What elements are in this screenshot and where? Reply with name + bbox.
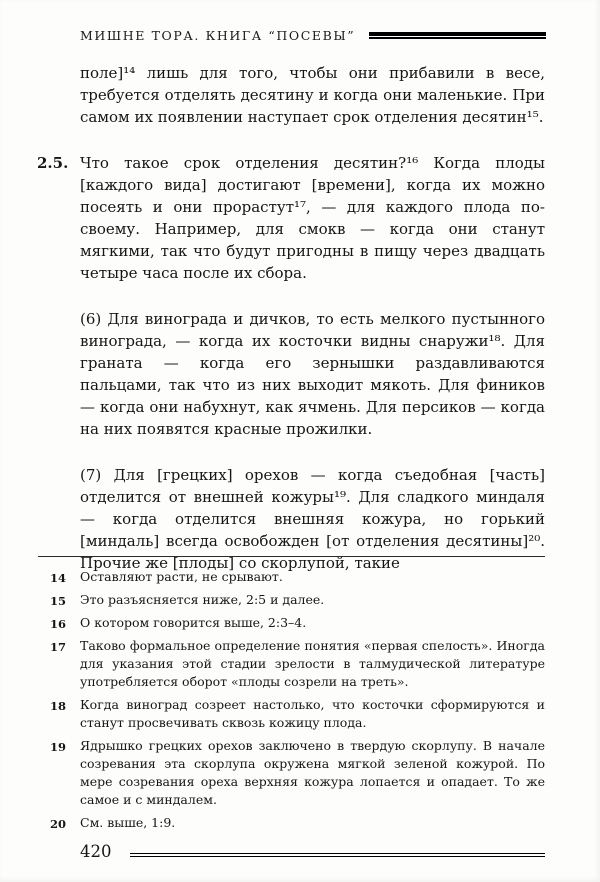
footnote-item — [50, 737, 545, 809]
footer-rule — [130, 853, 546, 857]
footnote-number: 15 — [50, 593, 67, 608]
running-title: МИШНЕ ТОРА. КНИГА “ПОСЕВЫ” — [80, 28, 356, 43]
main-text — [37, 62, 545, 598]
page-footer — [80, 841, 545, 861]
footnote-item — [50, 568, 545, 586]
footnote-item — [50, 591, 545, 609]
footnote-item — [50, 696, 545, 732]
paragraph-text: (7) Для [грецких] орехов — когда съедобная [часть] отделится от внешней кожуры¹⁹. Для сладкого миндаля — когда отделится внешняя кожура, но горький [миндаль] всегда освобожден [от отделения десятины]²⁰. Прочие же [плоды] со скорлупой, такие — [80, 466, 545, 572]
footnotes-section — [50, 556, 545, 837]
header-rule — [369, 32, 546, 39]
footnote-text: О котором говорится выше, 2:3–4. — [80, 615, 307, 630]
paragraph-text: поле]¹⁴ лишь для того, чтобы они прибавили в весе, требуется отделять десятину и когда они маленькие. При самом их появлении наступает срок отделения десятин¹⁵. — [80, 64, 545, 126]
footnote-item — [50, 637, 545, 691]
page-header — [80, 28, 546, 43]
footnote-text: Таково формальное определение понятия «первая спелость». Иногда для указания этой стадии зрелости в талмудической литературе употребляется оборот «плоды созрели на треть». — [80, 638, 545, 689]
footnote-text: Это разъясняется ниже, 2:5 и далее. — [80, 592, 325, 607]
page-number: 420 — [80, 841, 112, 861]
paragraph-text: Что такое срок отделения десятин?¹⁶ Когда плоды [каждого вида] достигают [времени], когда их можно посеять и они прорастут¹⁷, — для каждого плода по-своему. Например, для смокв — когда они станут мягкими, так что будут пригодны в пищу через двадцать четыре часа после их сбора. — [80, 154, 545, 282]
footnote-item — [50, 614, 545, 632]
footnote-number: 20 — [50, 816, 67, 831]
footnote-number: 14 — [50, 570, 67, 585]
footnote-number: 19 — [50, 739, 67, 754]
footnote-separator — [38, 556, 545, 557]
footnote-number: 17 — [50, 639, 67, 654]
footnote-number: 16 — [50, 616, 67, 631]
paragraph-text: (6) Для винограда и дичков, то есть мелкого пустынного винограда, — когда их косточки видны снаружи¹⁸. Для граната — когда его зернышки раздавливаются пальцами, так что из них выходит мякоть. Для фиников — когда они набухнут, как ячмень. Для персиков — когда на них появятся красные прожилки. — [80, 310, 545, 438]
footnote-text: Когда виноград созреет настолько, что косточки сформируются и станут просвечивать сквозь кожицу плода. — [80, 697, 545, 730]
footnote-item — [50, 814, 545, 832]
footnote-number: 18 — [50, 698, 67, 713]
paragraph — [37, 152, 545, 284]
section-number: 2.5. — [37, 154, 69, 172]
footnote-text: См. выше, 1:9. — [80, 815, 176, 830]
footnote-text: Оставляют расти, не срывают. — [80, 569, 283, 584]
paragraph — [80, 62, 545, 128]
footnote-text: Ядрышко грецких орехов заключено в твердую скорлупу. В начале созревания эта скорлупа окружена мягкой зеленой кожурой. По мере созревания ореха верхняя кожура лопается и опадает. То же самое и с миндалем. — [80, 738, 545, 807]
paragraph — [80, 308, 545, 440]
